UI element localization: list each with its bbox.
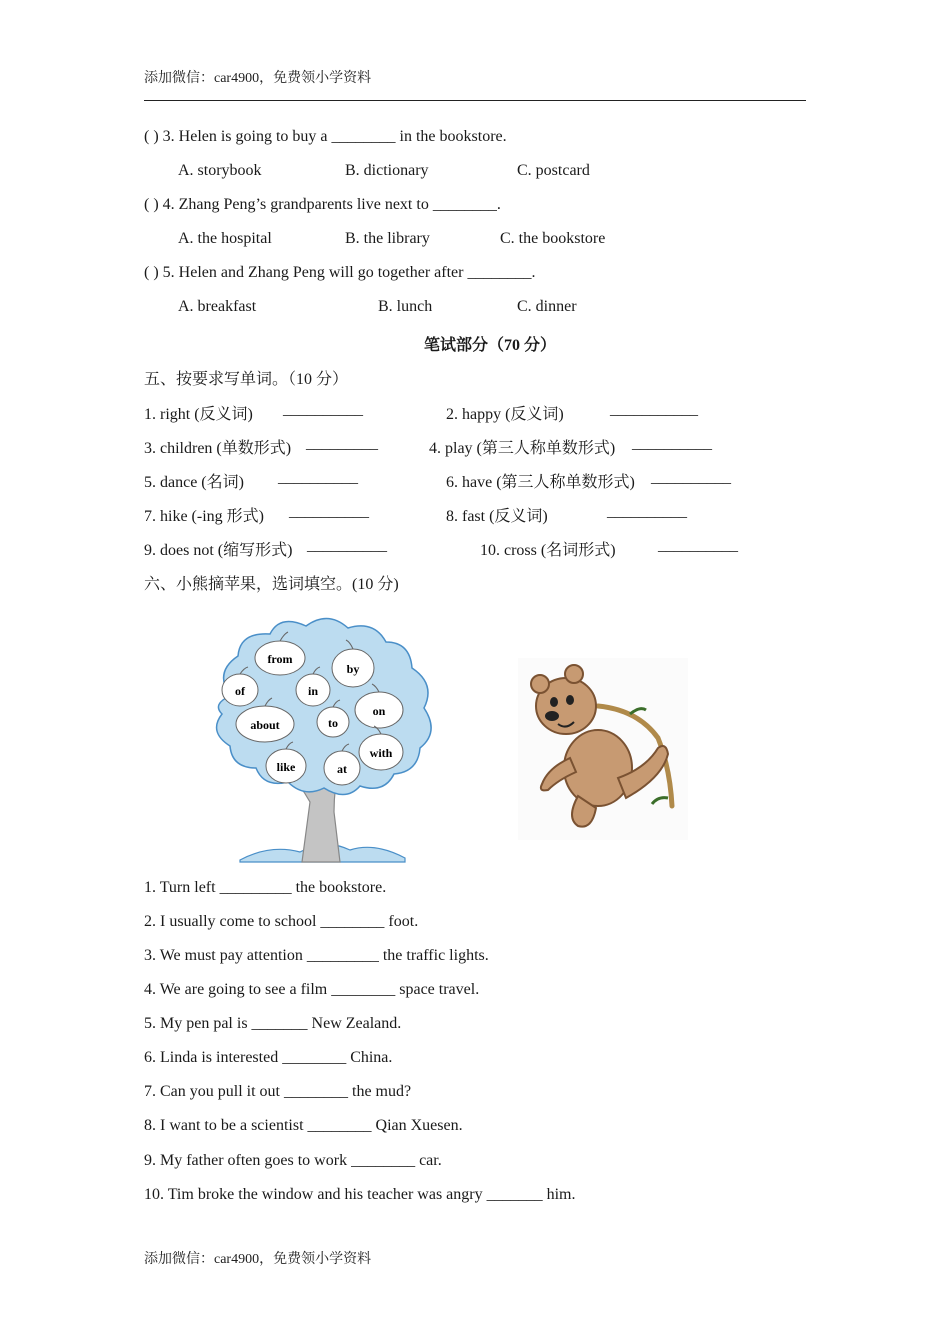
s6-sentence-5: 5. My pen pal is _______ New Zealand. bbox=[144, 1015, 402, 1032]
apple-from-label: from bbox=[267, 652, 293, 666]
header-divider bbox=[144, 100, 806, 101]
s5-item-9-label: 9. does not (缩写形式) bbox=[144, 542, 293, 559]
apple-of-label: of bbox=[235, 684, 245, 698]
s6-sentence-10: 10. Tim broke the window and his teacher was angry _______ him. bbox=[144, 1186, 576, 1203]
s5-item-2-label: 2. happy (反义词) bbox=[446, 406, 564, 423]
s5-item-3-blank: _________ bbox=[306, 435, 378, 452]
s6-sentence-1: 1. Turn left _________ the bookstore. bbox=[144, 879, 387, 896]
s6-sentence-2: 2. I usually come to school ________ foot. bbox=[144, 913, 419, 930]
apple-in-label: in bbox=[307, 684, 319, 698]
section-6-title: 六、小熊摘苹果，选词填空。(10 分) bbox=[144, 576, 399, 593]
s6-sentence-9: 9. My father often goes to work ________ car. bbox=[144, 1152, 442, 1169]
s5-item-1-blank: __________ bbox=[283, 401, 363, 418]
apple-on-label: on bbox=[372, 704, 386, 718]
question-4-option-a: A. the hospital bbox=[178, 230, 272, 247]
s5-item-6-label: 6. have (第三人称单数形式) bbox=[446, 474, 635, 491]
s5-item-9-blank: __________ bbox=[307, 537, 387, 554]
s5-item-7-label: 7. hike (-ing 形式) bbox=[144, 508, 264, 525]
s5-item-3-label: 3. children (单数形式) bbox=[144, 440, 292, 457]
s5-item-5-blank: __________ bbox=[278, 469, 358, 486]
s5-item-1-label: 1. right (反义词) bbox=[144, 406, 253, 423]
apple-to-label: to bbox=[328, 716, 338, 730]
question-3-option-c: C. postcard bbox=[517, 162, 590, 179]
apple-tree-illustration bbox=[200, 612, 450, 866]
question-4-stem: ( ) 4. Zhang Peng’s grandparents live next to ________. bbox=[144, 196, 501, 213]
s6-sentence-8: 8. I want to be a scientist ________ Qian Xuesen. bbox=[144, 1117, 463, 1134]
question-5-option-a: A. breakfast bbox=[178, 298, 257, 315]
question-4-option-c: C. the bookstore bbox=[500, 230, 606, 247]
bear-ear-left bbox=[531, 675, 549, 693]
apple-at-label: at bbox=[337, 762, 347, 776]
section-5-title: 五、按要求写单词。（10 分） bbox=[144, 371, 349, 388]
s6-sentence-7: 7. Can you pull it out ________ the mud? bbox=[144, 1083, 412, 1100]
s5-item-4-label: 4. play (第三人称单数形式) bbox=[429, 440, 616, 457]
bear-ear-right bbox=[565, 665, 583, 683]
s5-item-5-label: 5. dance (名词) bbox=[144, 474, 244, 491]
question-3-option-a: A. storybook bbox=[178, 162, 262, 179]
question-3-option-b: B. dictionary bbox=[345, 162, 429, 179]
s5-item-6-blank: __________ bbox=[651, 469, 731, 486]
s6-sentence-3: 3. We must pay attention _________ the traffic lights. bbox=[144, 947, 489, 964]
page-header: 添加微信：car4900，免费领小学资料 bbox=[144, 71, 372, 86]
question-4-option-b: B. the library bbox=[345, 230, 430, 247]
bear-eye-right bbox=[566, 695, 574, 705]
s5-item-2-blank: ___________ bbox=[610, 401, 698, 418]
question-5-stem: ( ) 5. Helen and Zhang Peng will go together after ________. bbox=[144, 264, 536, 281]
apple-like-label: like bbox=[276, 760, 296, 774]
s6-sentence-4: 4. We are going to see a film ________ space travel. bbox=[144, 981, 480, 998]
s5-item-10-label: 10. cross (名词形式) bbox=[480, 542, 616, 559]
apple-by-label: by bbox=[346, 662, 360, 676]
s6-sentence-6: 6. Linda is interested ________ China. bbox=[144, 1049, 393, 1066]
written-section-title: 笔试部分（70 分） bbox=[424, 337, 557, 354]
apple-about-label: about bbox=[250, 718, 280, 732]
s5-item-8-label: 8. fast (反义词) bbox=[446, 508, 548, 525]
page-footer: 添加微信：car4900，免费领小学资料 bbox=[144, 1252, 372, 1267]
bear-eye-left bbox=[550, 697, 558, 707]
question-5-option-b: B. lunch bbox=[378, 298, 433, 315]
question-5-option-c: C. dinner bbox=[517, 298, 577, 315]
s5-item-8-blank: __________ bbox=[607, 503, 687, 520]
s5-item-7-blank: __________ bbox=[289, 503, 369, 520]
s5-item-4-blank: __________ bbox=[632, 435, 712, 452]
bear-illustration bbox=[518, 658, 688, 840]
apple-with-label: with bbox=[369, 746, 393, 760]
bear-nose bbox=[545, 711, 559, 721]
question-3-stem: ( ) 3. Helen is going to buy a ________ in the bookstore. bbox=[144, 128, 507, 145]
s5-item-10-blank: __________ bbox=[658, 537, 738, 554]
